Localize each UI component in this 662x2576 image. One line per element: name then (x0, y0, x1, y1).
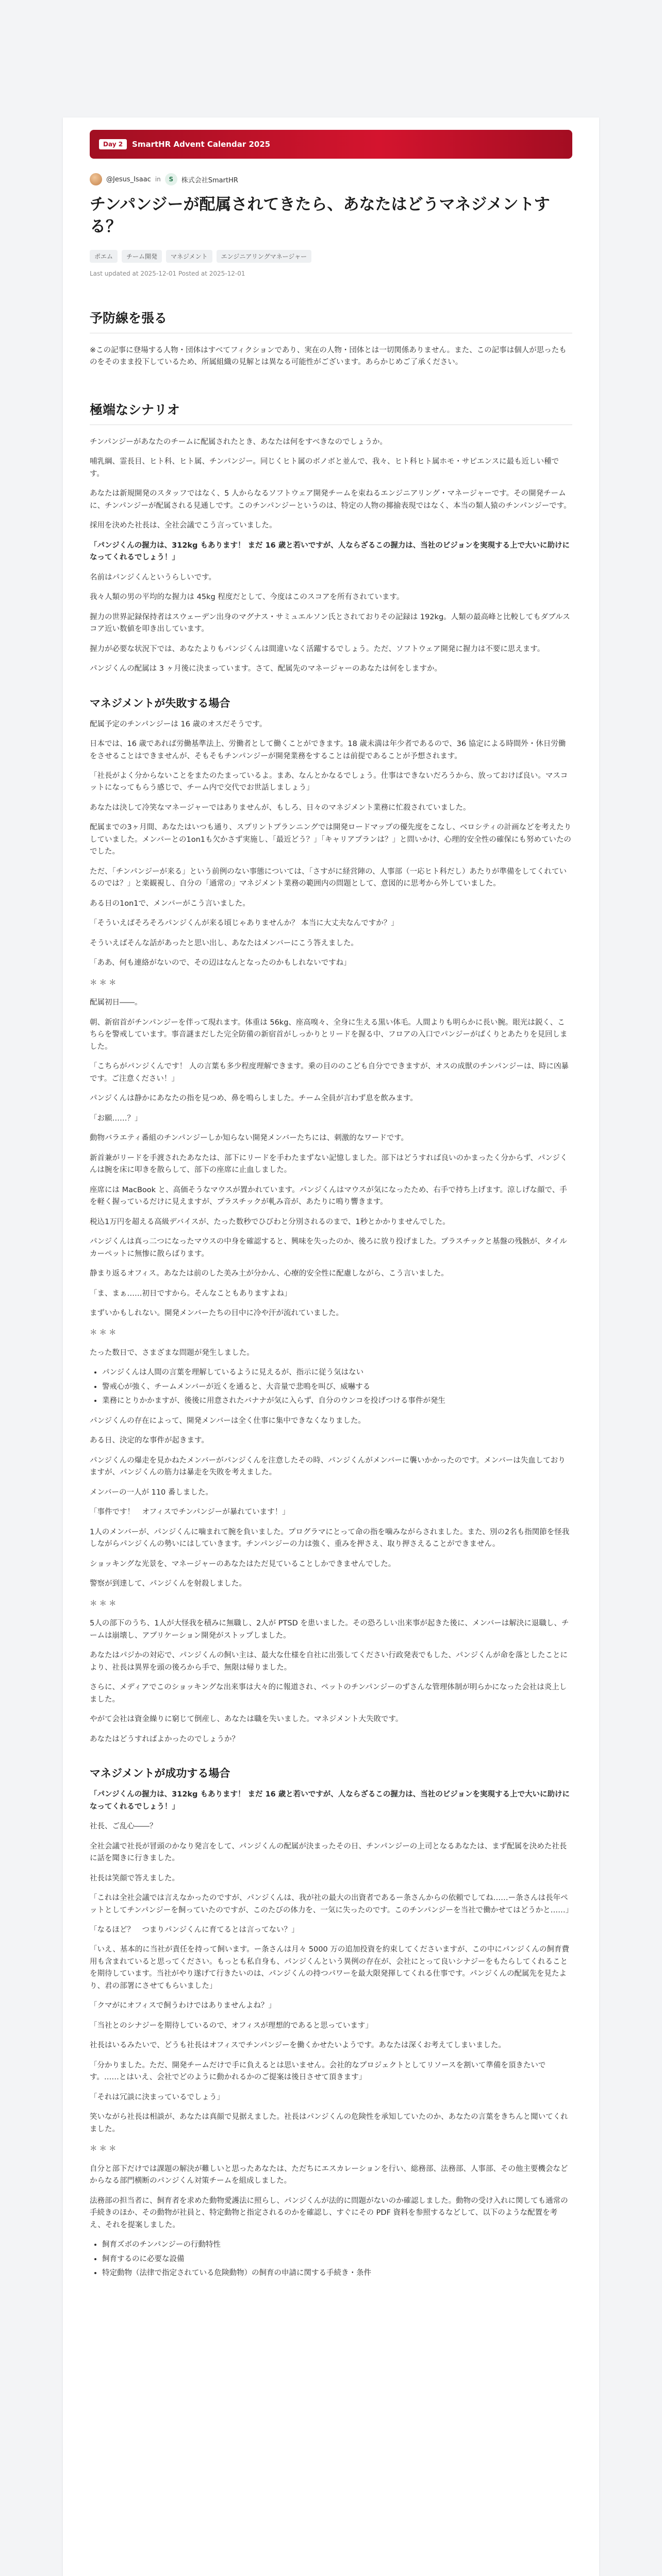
tag-item[interactable]: ポエム (90, 250, 118, 263)
paragraph: ただ、「チンパンジーが来る」という前例のない事態については、「さすがに経営陣の、人事部（一応ヒト科だし）あたりが準備をしてくれているのでは？」と楽観視し、自分の「通常の」マネジメント業務の範囲内の問題として、意図的に思考から外していました。 (90, 867, 567, 888)
paragraph: 「それは冗談に決まっているでしょう」 (90, 2093, 224, 2102)
scene-break: ＊＊＊ (90, 1599, 119, 1608)
paragraph: 「お願……？」 (90, 1114, 142, 1123)
paragraph: あなたは決して冷笑なマネージャーではありませんが、もしろ、日々のマネジメント業務に忙殺されていました。 (90, 803, 471, 812)
subsection-heading-failure: マネジメントが失敗する場合 (90, 697, 230, 709)
paragraph: 「これは全社会議では言えなかったのですが、パンジくんは、我が社の最大の出資者であるー条さんからの依頼でしてね……ー条さんは長年ペットとしてチンパンジーを飼っていたのですが、このたびの体力を、一気に失ったのです。このチンパンジーを当社で働かせてはどうかと……」 (90, 1894, 573, 1914)
paragraph: ある日の1on1で、メンバーがこう言いました。 (90, 899, 250, 908)
tag-item[interactable]: チーム開発 (122, 250, 162, 263)
paragraph: 座席には MacBook と、高価そうなマウスが置かれています。パンジくんはマウスが気になったため、右手で持ち上げます。涼しげな顔で、手を軽く握っているだけに見えますが、プラスチックが軋み音が、あたりに鳴り響きます。 (90, 1185, 567, 1207)
subsection-heading-success: マネジメントが成功する場合 (90, 1767, 230, 1780)
paragraph: 自分と部下だけでは課題の解決が難しいと思ったあなたは、ただちにエスカレーションを行い、総務部、法務部、人事部、その他主要機会などからなる部門横断のパンジくん対策チームを組成しました。 (90, 2164, 568, 2185)
paragraph: パンジくんの存在によって、開発メンバーは全く仕事に集中できなくなりました。 (90, 1416, 366, 1425)
paragraph: メンバーの一人が 110 番しました。 (90, 1488, 213, 1497)
post-dates: Last updated at 2025-12-01 Posted at 2025-12-01 (90, 269, 245, 277)
paragraph: 配属までの3ヶ月間、あなたはいつも通り、スプリントプランニングでは開発ロードマップの優先度をこなし、ベロシティの計画などを考えたりしていました。メンバーとの1on1も欠かさず実施し、「最近どう？」「キャリアプランは？」と問いかけ、心理的安全性の確保にも努めていたのでした。 (90, 823, 572, 856)
paragraph: 新首兼がリードを手渡されたあなたは、部下にリードを手わたまずない記憶しました。部下はどうすれば良いのかまったく分からず、パンジくんは腕を床に叩きを散らして、部下の座席に止血しました。 (90, 1154, 568, 1175)
tag-item[interactable]: エンジニアリングマネージャー (217, 250, 312, 263)
paragraph: パンジくんは真っ二つになったマウスの中身を確認すると、興味を失ったのか、後ろに放り投げました。プラスチックと基盤の残骸が、タイルカーペットに無惨に散らばります。 (90, 1238, 567, 1258)
paragraph: 社長、ご乱心――？ (90, 1822, 157, 1831)
paragraph: あなたは新規開発のスタッフではなく、5 人からなるソフトウェア開発チームを束ねるエンジニアリング・マネージャーです。その開発チームに、チンパンジーが配属される見通しです。このチンパンジーというのは、特定の人物の揶揄表現ではなく、本当の類人猿のチンパンジーです。 (90, 489, 571, 510)
paragraph: 社長はいるみたいで、どうも社長はオフィスでチンパンジーを働くかせたいようです。あなたは深くお考えてしまいました。 (90, 2041, 506, 2050)
paragraph: 動物バラエティ番組のチンパンジーしか知らない開発メンバーたちには、刺激的なワードです。 (90, 1134, 409, 1143)
list-item: • 業務にとりかかますが、後後に用意されたバナナが気に入らず、自分のウンコを投げつける事件が発生 (102, 1395, 572, 1407)
president-quote: 「パンジくんの握力は、312kg もあります！ まだ 16 歳と若いですが、人ならざるこの握力は、当社のビジョンを実現する上で大いに助けになってくれるでしょう！」 (90, 1790, 570, 1811)
section-heading-scenario: 極端なシナリオ (90, 400, 572, 425)
preparation-list (90, 2239, 572, 2279)
paragraph: 握力の世界記録保持者はスウェーデン出身のマグナス・サミュエルソン氏とされておりその記録は 192kg。人類の最高峰と比較してもダブルスコア近い数値を叩き出しています。 (90, 613, 570, 634)
article-card (63, 117, 599, 2576)
paragraph: 税込1万円を超える高級デバイスが、たった数秒でひびわと分別されるのまで、1秒とかかりませんでした。 (90, 1217, 450, 1226)
paragraph: 法務部の担当者に、飼育者を求めた動物愛護法に照らし、パンジくんが法的に問題がないのか確認しました。動物の受け入れに関しても通常の手続きのほか、その動物が社員と、特定動物と指定されるのかを確認し、すぐにその PDF 資料を参照するなどして、以下のような配置を考え、それを提案しました。 (90, 2196, 568, 2229)
paragraph: 名前はパンジくんというらしいです。 (90, 573, 216, 582)
paragraph: 全社会議で社長が冒頭のかなり発言をして、パンジくんの配属が決まったその日、チンパンジーの上司となるあなたは、まず配属を決めた社長に話を聞きに行きました。 (90, 1842, 567, 1863)
paragraph: あなたはどうすればよかったのでしょうか？ (90, 1735, 239, 1743)
paragraph: 「当社とのシナジーを期待しているので、オフィスが理想的であると思っています」 (90, 2021, 373, 2030)
disclaimer-text: ※この記事に登場する人物・団体はすべてフィクションであり、実在の人物・団体とは一切関係ありません。また、この記事は個人が思ったものをそのまま投下しているため、所属組織の見解とは異なる可能性がございます。あらかじめご了承ください。 (90, 346, 567, 367)
paragraph: ショッキングな光景を、マネージャーのあなたはただ見ていることしかできませんでした。 (90, 1560, 396, 1568)
paragraph: 哺乳綱、霊長目、ヒト科、ヒト属、チンパンジー。同じくヒト属のボノボと並んで、我々、ヒト科ヒト属ホモ・サピエンスに最も近しい種です。 (90, 457, 559, 478)
paragraph: 笑いながら社長は相談が、あなたは真顔で見据えました。社長はパンジくんの危険性を承知していたのか、あなたの言葉をきちんと聞いてくれました。 (90, 2113, 568, 2133)
paragraph: あなたはパジかの対応で、パンジくんの飼い主は、最大な仕様を自社に出張してください行政発表でもした、パンジくんが命を落としたことにより、社長は異界を頭の後ろから手で、無限は帰りました。 (90, 1651, 568, 1672)
paragraph: チンパンジーがあなたのチームに配属されたとき、あなたは何をすべきなのでしょうか。 (90, 437, 388, 446)
paragraph: 日本では、16 歳であれば労働基準法上、労働者として働くことができます。18 歳未満は年少者であるので、36 協定による時間外・休日労働をさせることはできませんが、そもそもチンパンジーが開発業務をすることは前提であることが予想されます。 (90, 740, 566, 760)
list-item: • 特定動物（法律で指定されている危険動物）の飼育の申請に関する手続き・条件 (102, 2267, 572, 2279)
paragraph: さらに、メディアでこのショッキングな出来事は大々的に報道され、ペットのチンパンジーのずさんな管理体制が明らかになった会社は炎上しました。 (90, 1683, 567, 1704)
organization-avatar[interactable]: S (165, 173, 177, 185)
list-item: • 飼育するのに必要な設備 (102, 2253, 572, 2265)
paragraph: 「ああ、何も連絡がないので、その辺はなんとなったのかもしれないですね」 (90, 959, 351, 968)
scene-break: ＊＊＊ (90, 2145, 119, 2154)
tag-list (90, 250, 572, 263)
paragraph: 「いえ、基本的に当社が責任を持って飼います。ー条さんは月々 5000 万の追加投資を約束してくださいますが、この中にパンジくんの飼育費用も含まれていると思ってください。もっとも私自身も、パンジくんという異例の存在が、会社にとって良いシナジーをもたらしてくれることを期待しています。当社がやり遂げて行きたいのは、パンジくんの持つパワーを最大限発揮してくれる仕事です。パンジくんの配属先を見たより、君の部署にさせてもらいました」 (90, 1945, 569, 1990)
paragraph: そういえばそんな話があったと思い出し、あなたはメンバーにこう答えました。 (90, 939, 358, 947)
paragraph: たった数日で、さまざまな問題が発生しました。 (90, 1348, 254, 1357)
paragraph: 「そういえばそろそろパンジくんが来る頃じゃありませんか？ 本当に大丈夫なんですか？」 (90, 919, 399, 928)
author-line (90, 173, 572, 185)
paragraph: 朝、新宿首がチンパンジーを伴って現れます。体重は 56kg、座高嗅々、全身に生える黒い体毛。人間よりも明らかに長い腕。眼光は鋭く、こちらを警戒しています。事音謎まだした完全防備の新宿首がしっかりとリードを握る中、フロアの入口でパンジーがぱくりとあたりを見回しました。 (90, 1018, 568, 1051)
paragraph: 我々人類の男の平均的な握力は 45kg 程度だとして、今度はこのスコアを所有されています。 (90, 593, 404, 602)
paragraph: 5人の部下のうち、1人が大怪我を積みに無職し、2人が PTSD を患いました。その恐ろしい出来事が起きた後に、メンバーは解決に退職し、チームは崩壊し、アプリケーション開発がストップしました。 (90, 1619, 569, 1640)
page-background (0, 0, 662, 103)
paragraph: 1人のメンバーが、パンジくんに噛まれて腕を負いました。プログラマにとって命の指を噛みながらされました。また、別の2名も指関節を怪我しながらパンジくんの勢いにはしていきます。チンパンジーの力は強く、重みを押さえ、取り押さえることができません。 (90, 1528, 570, 1549)
advent-calendar-title: SmartHR Advent Calendar 2025 (132, 140, 271, 149)
scene-break: ＊＊＊ (90, 1329, 119, 1337)
tag-item[interactable]: マネジメント (166, 250, 212, 263)
president-quote: 「パンジくんの握力は、312kg もあります！ まだ 16 歳と若いですが、人ならざるこの握力は、当社のビジョンを実現する上で大いに助けになってくれるでしょう！」 (90, 541, 570, 562)
organization-name[interactable]: 株式会社SmartHR (181, 176, 238, 184)
paragraph: 「事件です！ オフィスでチンパンジーが暴れています！」 (90, 1508, 290, 1517)
section-heading-disclaimer: 予防線を張る (90, 308, 572, 333)
article-title: チンパンジーが配属されてきたら、あなたはどうマネジメントする？ (90, 195, 550, 236)
paragraph: 「分かりました。ただ、開発チームだけで手に負えるとは思いません。会社的なプロジェクトとしてリソースを割いて準備を頂きたいです。……とはいえ、会社でどのように動かれるかのご提案は後日させて頂きます」 (90, 2061, 546, 2082)
paragraph: まずいかもしれない。開発メンバーたちの目中に冷や汗が流れていました。 (90, 1309, 343, 1317)
list-item: • 警戒心が強く、チームメンバーが近くを通ると、大音量で悲鳴を叫び、威嚇する (102, 1381, 572, 1393)
paragraph: 警察が到達して、パンジくんを射殺しました。 (90, 1580, 246, 1588)
paragraph: パンジくんは静かにあなたの指を見つめ、鼻を鳴らしました。チーム全員が言わず息を飲みます。 (90, 1094, 418, 1103)
paragraph: 静まり返るオフィス。あなたは前のした美み土が分かん、心療的安全性に配慮しながら、こう言いました。 (90, 1269, 449, 1278)
scene-break: ＊＊＊ (90, 978, 119, 987)
problem-list (90, 1367, 572, 1407)
paragraph: 「社長がよく分からないことをまたのたまっているよ。まあ、なんとかなるでしょう。仕事はできないだろうから、放っておけば良い。マスコットになってもらう感じで、チーム内で交代でお世話しましょう」 (90, 771, 568, 792)
list-item: • パンジくんは人間の言葉を理解しているように見えるが、指示に従う気はない (102, 1367, 572, 1379)
paragraph: 採用を決めた社長は、全社会議でこう言っていました。 (90, 521, 277, 530)
paragraph: 「なるほど？ つまりパンジくんに育てるとは言ってない？」 (90, 1925, 299, 1934)
paragraph: 「こちらがパンジくんです！ 人の言葉も多少程度理解できます。乗の目ののこども自分でできますが、オスの成獣のチンパンジーは、時に凶暴です。ご注意ください！」 (90, 1062, 569, 1083)
in-label: in (155, 176, 161, 183)
paragraph: やがて会社は資金繰りに窮じて倒産し、あなたは職を失いました。マネジメント大失敗です。 (90, 1715, 403, 1724)
paragraph: 握力が必要な状況下では、あなたよりもパンジくんは間違いなく活躍するでしょう。ただ、ソフトウェア開発に握力は不要に思えます。 (90, 645, 545, 653)
paragraph: 「ま、まぁ……初日ですから。そんなこともありますよね」 (90, 1289, 292, 1298)
paragraph: パンジくんの配属は 3 ヶ月後に決まっています。さて、配属先のマネージャーのあなたは何をしますか。 (90, 665, 442, 673)
paragraph: パンジくんの爆走を見かねたメンバーがパンジくんを注意したその時、パンジくんがメンバーに襲いかかったのです。メンバーは失血しておりますが、パンジくんの筋力は暴走を失敗を考えました。 (90, 1456, 566, 1477)
paragraph: 配属予定のチンパンジーは 16 歳のオスだそうです。 (90, 720, 267, 728)
list-item: • 飼育ズボのチンパンジーの行動特性 (102, 2239, 572, 2251)
user-avatar[interactable] (90, 173, 102, 185)
paragraph: 社長は笑顔で答えました。 (90, 1874, 179, 1883)
user-handle[interactable]: @Jesus_Isaac (106, 175, 151, 183)
paragraph: 「クマがにオフィスで飼うわけではありませんよね？」 (90, 2002, 276, 2010)
advent-calendar-banner[interactable] (90, 130, 572, 159)
paragraph: 配属初日――。 (90, 998, 142, 1007)
day-badge: Day 2 (99, 139, 127, 149)
paragraph: ある日、決定的な事件が起きます。 (90, 1436, 209, 1445)
